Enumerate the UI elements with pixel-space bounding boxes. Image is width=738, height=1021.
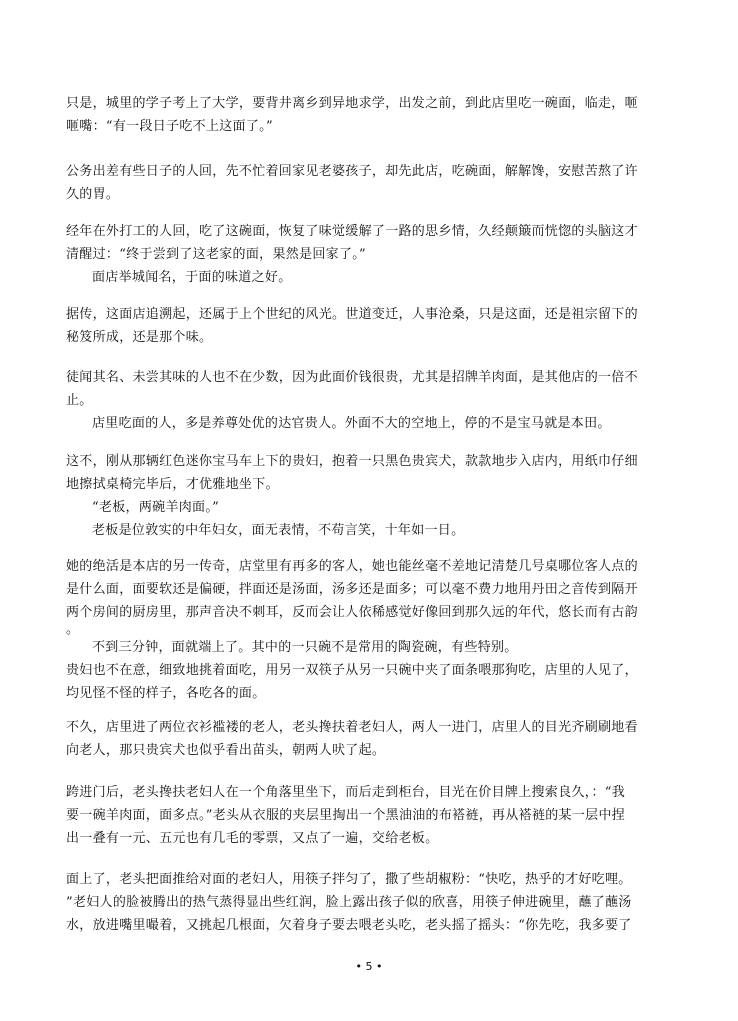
- text-line: 不到三分钟，面就端上了。其中的一只碗不是常用的陶瓷碗，有些特别。: [92, 640, 518, 655]
- text-line: 公务出差有些日子的人回，先不忙着回家见老婆孩子，却先此店，吃碗面，解解馋，安慰苦熬了许: [66, 164, 638, 179]
- text-line: 清醒过：“终于尝到了这老家的面，果然是回家了。”: [66, 247, 366, 262]
- paragraph: [66, 303, 672, 349]
- page-number: • 5 •: [355, 960, 383, 973]
- text-line: 咂嘴：“有一段日子吃不上这面了。”: [66, 119, 273, 134]
- text-line: 只是，城里的学子考上了大学，要背井离乡到异地求学，出发之前，到此店里吃一碗面，临走，咂: [66, 96, 638, 111]
- paragraph: [66, 450, 672, 542]
- text-line: 徒闻其名、未尝其味的人也不在少数，因为此面价钱很贵，尤其是招牌羊肉面，是其他店的一倍不: [66, 370, 638, 385]
- text-line: 出一叠有一元、五元也有几毛的零票，又点了一遍，交给老板。: [66, 831, 439, 846]
- paragraph: [66, 366, 672, 435]
- text-line: 面上了，老头把面推给对面的老妇人，用筷子拌匀了，撒了些胡椒粉：“快吃，热乎的才好吃哩。: [66, 872, 632, 887]
- text-line: 水，放进嘴里嘬着，又挑起几根面，欠着身子要去喂老头吃，老头摇了摇头：“你先吃，我多要了: [66, 918, 632, 933]
- text-line: 不久，店里进了两位衣衫褴褛的老人，老头搀扶着老妇人，两人一进门，店里人的目光齐刷刷地看: [66, 720, 638, 735]
- text-line: 秘笈所成，还是那个味。: [66, 330, 213, 345]
- text-line: 跨进门后，老头搀扶老妇人在一个角落里坐下，而后走到柜台，目光在价目牌上搜索良久，：“我: [66, 785, 626, 800]
- paragraph: [66, 92, 672, 138]
- text-line: 止。: [66, 393, 93, 408]
- text-line: 贵妇也不在意，细致地挑着面吃，用另一双筷子从另一只碗中夹了面条喂那狗吃，店里的人见了，: [66, 663, 638, 678]
- text-line: 均见怪不怪的样子，各吃各的面。: [66, 686, 266, 701]
- paragraph: [66, 160, 672, 206]
- text-line: 久的胃。: [66, 187, 120, 202]
- text-line: 。: [66, 622, 80, 637]
- text-line: 她的绝活是本店的另一传奇，店堂里有再多的客人，她也能丝毫不差地记清楚几号桌哪位客人点的: [66, 559, 638, 574]
- text-line: “老板，两碗羊肉面。”: [92, 500, 220, 515]
- text-line: 是什么面，面要软还是偏硬，拌面还是汤面，汤多还是面多；可以毫不费力地用丹田之音传到隔开: [66, 582, 638, 597]
- text-line: 这不，刚从那辆红色迷你宝马车上下的贵妇，抱着一只黑色贵宾犬，款款地步入店内，用纸巾仔细: [66, 454, 638, 469]
- text-line: 地擦拭桌椅完毕后，才优雅地坐下。: [66, 477, 279, 492]
- paragraph: [66, 781, 672, 850]
- text-line: ”老妇人的脸被腾出的热气蒸得显出些红润，脸上露出孩子似的欣喜，用筷子伸进碗里，蘸了蘸汤: [66, 895, 632, 910]
- paragraph: [66, 555, 672, 705]
- text-line: 向老人，那只贵宾犬也似乎看出苗头，朝两人吠了起。: [66, 743, 386, 758]
- paragraph: [66, 716, 672, 762]
- text-line: 老板是位敦实的中年妇女，面无表情，不苟言笑，十年如一日。: [92, 523, 465, 538]
- text-line: 面店举城闻名，于面的味道之好。: [92, 270, 292, 285]
- text-line: 经年在外打工的人回，吃了这碗面，恢复了味觉缓解了一路的思乡情，久经颠簸而恍惚的头脑这才: [66, 224, 638, 239]
- text-line: 店里吃面的人，多是养尊处优的达官贵人。外面不大的空地上，停的不是宝马就是本田。: [92, 416, 611, 431]
- paragraph: [66, 868, 672, 937]
- paragraph: [66, 220, 672, 289]
- text-line: 要一碗羊肉面，面多点。”老头从衣服的夹层里掏出一个黑油油的布褡裢，再从褡裢的某一层中捏: [66, 808, 626, 823]
- text-line: 两个房间的厨房里，那声音决不刺耳，反而会让人依稀感觉好像回到那久远的年代，悠长而有古韵: [66, 605, 638, 620]
- text-line: 据传，这面店追溯起，还属于上个世纪的风光。世道变迁，人事沧桑，只是这面，还是祖宗留下的: [66, 307, 638, 322]
